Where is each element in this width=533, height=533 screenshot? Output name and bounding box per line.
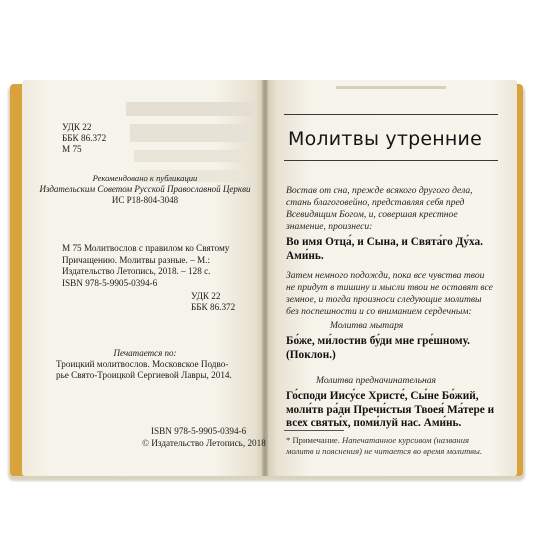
isbn-bottom: ISBN 978-5-9905-0394-6	[151, 426, 247, 436]
footnote	[286, 435, 496, 456]
heading-publican: Молитва мытаря	[330, 320, 404, 331]
recommended-line-1: Рекомендовано к публикации	[92, 173, 198, 183]
bbk-code: ББК 86.372	[62, 133, 107, 143]
printed-as: Печатается по:	[113, 348, 177, 358]
footnote-mark: * Примечание.	[286, 435, 340, 445]
bbk-small: ББК 86.372	[191, 302, 236, 312]
source-line-1: Троицкий молитвослов. Московское Подво-	[56, 359, 229, 369]
copyright: © Издательство Летопись, 2018	[142, 438, 266, 448]
prayer-publican: Бо́же, ми́лостив бу́ди мне гре́шному. (Поклон.)	[286, 335, 470, 361]
author-mark: М 75	[62, 144, 82, 154]
running-head-strip	[276, 84, 506, 94]
book-gutter	[262, 80, 268, 476]
intro-instruction: Востав от сна, прежде всякого другого дела, стань благоговейно, представляя себя пред Всевидящим Богом, и, совершая крестное знамение, произнеси:	[286, 185, 473, 232]
recommended-line-2: Издательским Советом Русской Православной Церкви	[39, 184, 251, 194]
title-bottom-rule	[284, 160, 498, 161]
prayer-trinity: Во имя Отца́, и Сына, и Свята́го Ду́ха. Ами́нь.	[286, 236, 484, 262]
udk-small: УДК 22	[191, 291, 221, 301]
heading-initial: Молитва предначинательная	[316, 375, 436, 386]
footnote-rule	[284, 430, 344, 431]
page-title: Молитвы утренние	[288, 128, 482, 150]
isbn-main: ISBN 978-5-9905-0394-6	[62, 278, 158, 288]
prayer-initial: Го́споди Иису́се Христе́, Сы́не Бо́жий, моли́тв ра́ди Пречи́стыя Твоея́ Ма́тере и всех святы́х, поми́луй нас. Ами́нь.	[286, 390, 495, 430]
udk-code: УДК 22	[62, 122, 92, 132]
title-top-rule	[284, 114, 498, 115]
attention-instruction: Затем немного подожди, пока все чувства твои не придут в тишину и мысли твои не оставят все земное, и тогда произноси следующие молитвы без поспешности и со вниманием сердечным:	[286, 270, 493, 317]
footnote-text: Напечатанное курсивом (названия молитв и пояснения) не читается во время молитвы.	[286, 435, 483, 456]
recommended-line-3: ИС Р18-804-3048	[111, 195, 179, 205]
book-description: М 75 Молитвослов с правилом ко Святому Причащению. Молитвы разные. – М.: Издательство Летопись, 2018. – 128 с.	[62, 243, 230, 276]
source-line-2: рье Свято-Троицкой Сергиевой Лавры, 2014.	[56, 370, 232, 380]
